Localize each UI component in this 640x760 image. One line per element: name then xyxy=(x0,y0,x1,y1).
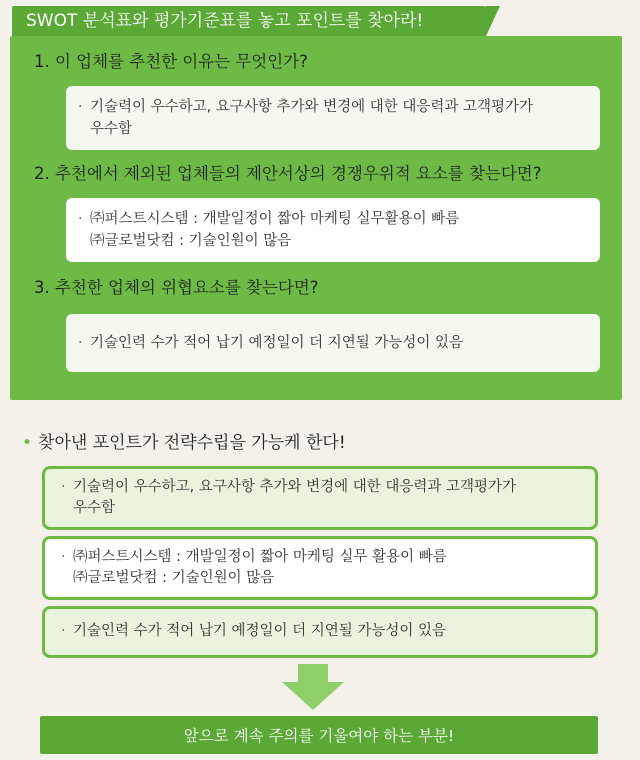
answer-line: · 기술력이 우수하고, 요구사항 추가와 변경에 대한 대응력과 고객평가가 xyxy=(90,96,584,118)
banner-text: 앞으로 계속 주의를 기울여야 하는 부분! xyxy=(183,727,455,745)
answer-box-2 xyxy=(66,198,600,262)
question-1: 1. 이 업체를 추천한 이유는 무엇인가? xyxy=(34,52,308,71)
summary-line: 우수함 xyxy=(73,500,116,516)
conclusion-banner xyxy=(40,716,598,754)
down-arrow-icon xyxy=(282,664,344,710)
answer-box-1 xyxy=(66,86,600,150)
answer-line: · 기술인력 수가 적어 납기 예정일이 더 지연될 가능성이 있음 xyxy=(90,332,584,354)
bullet-icon: · xyxy=(78,335,83,351)
bullet-icon: · xyxy=(78,211,83,227)
questions-panel xyxy=(10,36,622,400)
question-2: 2. 추천에서 제외된 업체들의 제안서상의 경쟁우위적 요소를 찾는다면? xyxy=(34,164,542,183)
header-title: SWOT 분석표와 평가기준표를 놓고 포인트를 찾아라! xyxy=(26,11,424,31)
header-tab xyxy=(12,6,486,36)
question-3: 3. 추천한 업체의 위협요소를 찾는다면? xyxy=(34,278,319,297)
answer-line: ㈜글로벌닷컴 : 기술인원이 많음 xyxy=(90,233,292,249)
bullet-icon: · xyxy=(61,623,66,639)
bullet-icon: · xyxy=(78,99,83,115)
summary-line: · 기술력이 우수하고, 요구사항 추가와 변경에 대한 대응력과 고객평가가 xyxy=(73,477,579,498)
answer-line: 우수함 xyxy=(90,121,133,137)
summary-line: · 기술인력 수가 적어 납기 예정일이 더 지연될 가능성이 있음 xyxy=(73,621,579,642)
summary-box-2 xyxy=(42,536,598,600)
summary-line: ㈜글로벌닷컴 : 기술인원이 많음 xyxy=(73,570,275,586)
bullet-icon: • xyxy=(22,433,33,453)
summary-title: • 찾아낸 포인트가 전략수립을 가능케 한다! xyxy=(22,433,346,453)
summary-box-1 xyxy=(42,466,598,530)
summary-box-3 xyxy=(42,606,598,658)
answer-line: · ㈜퍼스트시스템 : 개발일정이 짧아 마케팅 실무활용이 빠름 xyxy=(90,208,584,230)
bullet-icon: · xyxy=(61,479,66,495)
bullet-icon: · xyxy=(61,549,66,565)
answer-box-3 xyxy=(66,314,600,372)
summary-line: · ㈜퍼스트시스템 : 개발일정이 짧아 마케팅 실무 활용이 빠름 xyxy=(73,547,579,568)
